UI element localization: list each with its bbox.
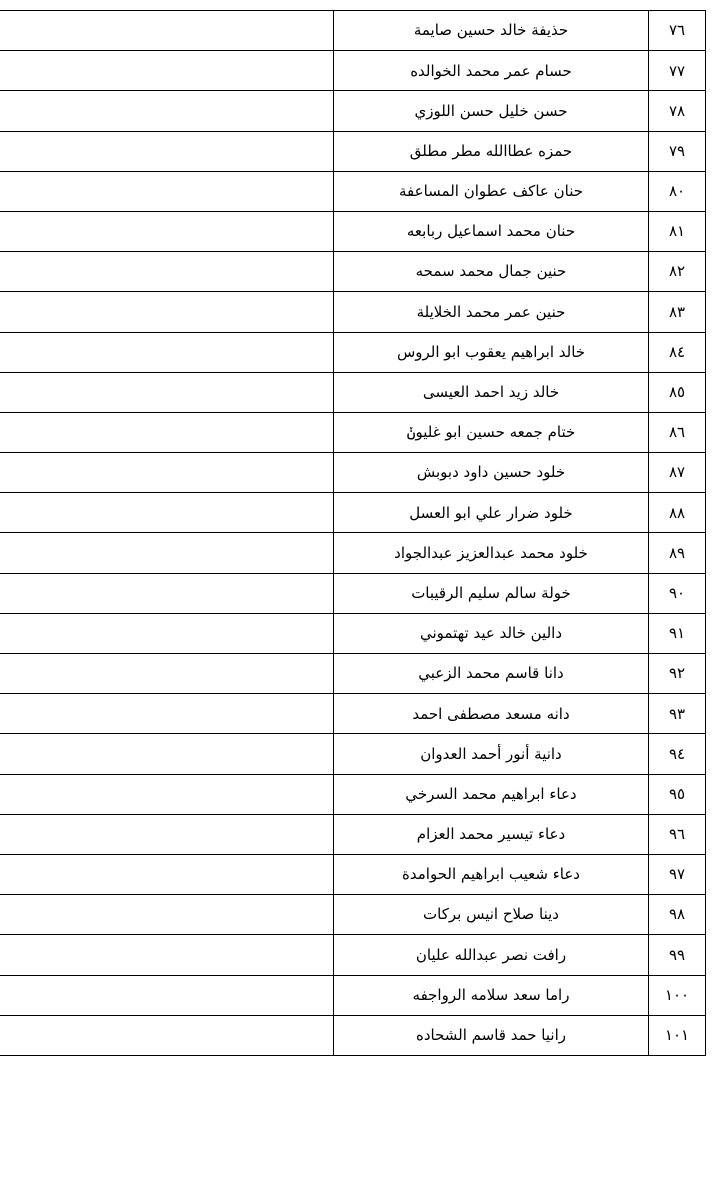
table-row [0,654,706,694]
row-number-cell: ٧٧ [649,51,706,91]
row-name-cell: دالين خالد عيد تهتموني [334,613,649,653]
row-number-cell: ٨٥ [649,372,706,412]
row-number-cell: ٨١ [649,211,706,251]
table-row [0,975,706,1015]
row-number-cell: ١٠١ [649,1015,706,1055]
row-number-cell: ٧٨ [649,91,706,131]
row-blank-cell [0,11,334,51]
table-row [0,252,706,292]
row-name-cell: دعاء ابراهيم محمد السرخي [334,774,649,814]
row-blank-cell [0,453,334,493]
document-page [0,10,718,1182]
table-row [0,734,706,774]
row-name-cell: دعاء تيسير محمد العزام [334,814,649,854]
row-name-cell: خالد ابراهيم يعقوب ابو الروس [334,332,649,372]
row-number-cell: ٩٦ [649,814,706,854]
row-number-cell: ٧٦ [649,11,706,51]
row-number-cell: ٩٣ [649,694,706,734]
row-blank-cell [0,533,334,573]
table-row [0,613,706,653]
table-row [0,91,706,131]
table-row [0,1015,706,1055]
row-name-cell: حمزه عطاالله مطر مطلق [334,131,649,171]
names-table [0,10,706,1056]
row-blank-cell [0,814,334,854]
row-name-cell: دانه مسعد مصطفى احمد [334,694,649,734]
row-blank-cell [0,292,334,332]
row-name-cell: حنين جمال محمد سمحه [334,252,649,292]
table-row [0,131,706,171]
table-row [0,292,706,332]
row-number-cell: ٨٢ [649,252,706,292]
table-row [0,11,706,51]
table-row [0,895,706,935]
table-row [0,814,706,854]
row-number-cell: ٨٩ [649,533,706,573]
row-blank-cell [0,171,334,211]
row-blank-cell [0,935,334,975]
row-number-cell: ٩١ [649,613,706,653]
row-blank-cell [0,252,334,292]
table-row [0,372,706,412]
row-name-cell: حنان محمد اسماعيل ربابعه [334,211,649,251]
row-name-cell: دينا صلاح انيس بركات [334,895,649,935]
row-name-cell: حذيفة خالد حسين صايمة [334,11,649,51]
table-row [0,412,706,452]
row-blank-cell [0,131,334,171]
row-blank-cell [0,734,334,774]
row-name-cell: راما سعد سلامه الرواجفه [334,975,649,1015]
row-number-cell: ٨٧ [649,453,706,493]
row-blank-cell [0,774,334,814]
row-blank-cell [0,412,334,452]
row-name-cell: رافت نصر عبدالله عليان [334,935,649,975]
row-number-cell: ٩٠ [649,573,706,613]
row-name-cell: حسن خليل حسن اللوزي [334,91,649,131]
row-blank-cell [0,895,334,935]
row-name-cell: حنان عاكف عطوان المساعفة [334,171,649,211]
row-number-cell: ٩٧ [649,854,706,894]
row-number-cell: ٩٨ [649,895,706,935]
row-name-cell: دانية أنور أحمد العدوان [334,734,649,774]
row-number-cell: ٨٤ [649,332,706,372]
table-row [0,171,706,211]
table-row [0,493,706,533]
row-blank-cell [0,854,334,894]
row-number-cell: ٩٢ [649,654,706,694]
row-name-cell: خلود حسين داود دبوبش [334,453,649,493]
table-row [0,211,706,251]
row-number-cell: ٩٤ [649,734,706,774]
table-row [0,533,706,573]
row-name-cell: خلود محمد عبدالعزيز عبدالجواد [334,533,649,573]
row-number-cell: ٨٦ [649,412,706,452]
table-row [0,854,706,894]
row-blank-cell [0,694,334,734]
row-name-cell: حسام عمر محمد الخوالده [334,51,649,91]
row-name-cell: حنين عمر محمد الخلايلة [334,292,649,332]
table-row [0,332,706,372]
table-row [0,694,706,734]
row-number-cell: ٨٣ [649,292,706,332]
row-blank-cell [0,51,334,91]
table-row [0,573,706,613]
row-blank-cell [0,975,334,1015]
table-row [0,774,706,814]
names-table-body [0,11,706,1056]
row-number-cell: ٩٥ [649,774,706,814]
row-name-cell: خالد زيد احمد العيسى [334,372,649,412]
row-number-cell: ٨٠ [649,171,706,211]
row-name-cell: ختام جمعه حسين ابو غليوݩ [334,412,649,452]
row-name-cell: خولة سالم سليم الرقيبات [334,573,649,613]
row-number-cell: ١٠٠ [649,975,706,1015]
row-blank-cell [0,211,334,251]
table-row [0,935,706,975]
row-blank-cell [0,332,334,372]
row-number-cell: ٧٩ [649,131,706,171]
table-row [0,453,706,493]
row-blank-cell [0,613,334,653]
row-blank-cell [0,573,334,613]
row-blank-cell [0,372,334,412]
row-number-cell: ٩٩ [649,935,706,975]
row-blank-cell [0,1015,334,1055]
row-name-cell: دانا قاسم محمد الزعبي [334,654,649,694]
row-name-cell: خلود ضرار علي ابو العسل [334,493,649,533]
row-name-cell: دعاء شعيب ابراهيم الحوامدة [334,854,649,894]
row-blank-cell [0,91,334,131]
row-blank-cell [0,654,334,694]
row-name-cell: رانيا حمد قاسم الشحاده [334,1015,649,1055]
row-blank-cell [0,493,334,533]
row-number-cell: ٨٨ [649,493,706,533]
table-row [0,51,706,91]
